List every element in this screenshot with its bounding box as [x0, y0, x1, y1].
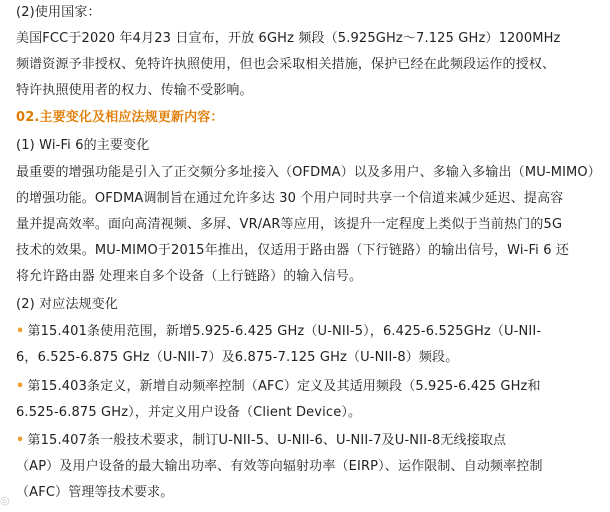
reg-item-2-line-2: 6.525-6.875 GHz），并定义用户设备（Client Device）。	[16, 405, 362, 420]
reg-item-1-line-1	[16, 323, 541, 341]
regs-heading: (2) 对应法规变化	[16, 297, 119, 312]
reg-item-1-line-2: 6，6.525-6.875 GHz（U-NII-7）及6.875-7.125 GHz（U-NII-8）频段。	[16, 350, 459, 365]
wifi6-line-4: 技术的效果。MU-MIMO于2015年推出，仅适用于路由器（下行链路）的输出信号，Wi-Fi 6 还	[16, 243, 570, 258]
usage-line-2: 频谱资源予非授权、免特许执照使用，但也会采取相关措施，保护已经在此频段运作的授权、	[16, 57, 556, 72]
reg-item-1-text: 第15.401条使用范围，新增5.925-6.425 GHz（U-NII-5），6.425-6.525GHz（U-NII-	[27, 324, 542, 339]
wifi6-line-1: 最重要的增强功能是引入了正交频分多址接入（OFDMA）以及多用户、多输入多输出（MU-MIMO）	[16, 165, 601, 180]
reg-item-3-line-1	[16, 432, 506, 450]
wifi6-line-2: 的增强功能。OFDMA调制旨在通过允许多达 30 个用户同时共享一个信道来减少延迟、提高容	[16, 191, 564, 206]
usage-heading: (2)使用国家：	[16, 5, 101, 20]
reg-item-3-line-3: （AFC）管理等技术要求。	[16, 485, 174, 500]
reg-item-2-text: 第15.403条定义，新增自动频率控制（AFC）定义及其适用频段（5.925-6.425 GHz和	[27, 379, 541, 394]
wifi6-line-5: 将允许路由器 处理来自多个设备（上行链路）的输入信号。	[16, 269, 363, 284]
reg-item-3-text: 第15.407条一般技术要求，制订U-NII-5、U-NII-6、U-NII-7及U-NII-8无线接取点	[27, 433, 507, 448]
wifi6-line-3: 量并提高效率。面向高清视频、多屏、VR/AR等应用，该提升一定程度上类似于当前热门的5G	[16, 217, 563, 232]
wifi6-heading: (1) Wi-Fi 6的主要变化	[16, 138, 150, 153]
watermark-icon: ◎	[0, 494, 10, 507]
bullet-icon: •	[16, 433, 25, 448]
changes-section-title: 02.主要变化及相应法规更新内容：	[16, 110, 224, 125]
bullet-icon: •	[16, 379, 25, 394]
reg-item-3-line-2: （AP）及用户设备的最大输出功率、有效等向辐射功率（EIRP）、运作限制、自动频率控制	[16, 459, 543, 474]
usage-line-1: 美国FCC于2020 年4月23 日宣布，开放 6GHz 频段（5.925GHz～7.125 GHz）1200MHz	[16, 31, 561, 46]
usage-line-3: 特许执照使用者的权力、传输不受影响。	[16, 83, 253, 98]
reg-item-2-line-1	[16, 378, 541, 396]
bullet-icon: •	[16, 324, 25, 339]
